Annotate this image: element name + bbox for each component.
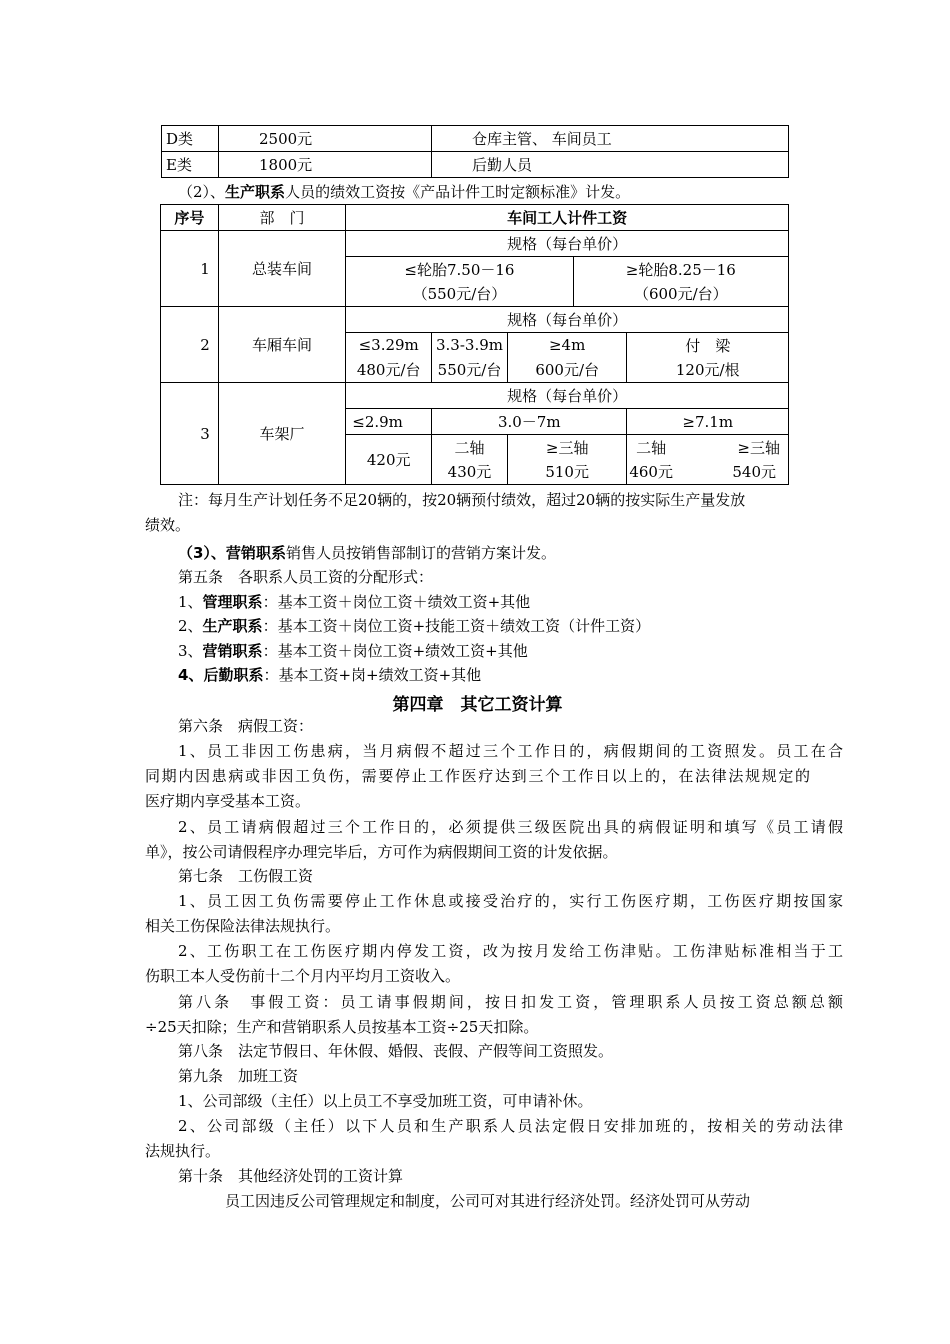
spec-cell: ≤2.9m: [346, 409, 432, 435]
price-cell: 540元: [675, 460, 789, 485]
price-cell: （550元/台）: [346, 282, 573, 307]
article-10: 第十条 其他经济处罚的工资计算: [178, 1167, 404, 1185]
spec-cell: ≥4m: [507, 333, 627, 358]
note-production: （2）、生产职系人员的绩效工资按《产品计件工时定额标准》计发。: [178, 183, 631, 201]
article-5: 第五条 各职系人员工资的分配形式：: [178, 568, 434, 586]
header-dept: 部 门: [218, 205, 345, 231]
salary-class-table: [161, 125, 789, 178]
header-wage: 车间工人计件工资: [346, 205, 789, 231]
row-no: 3: [161, 383, 219, 485]
paragraph-line: 2、员工请病假超过三个工作日的，必须提供三级医院出具的病假证明和填写《员工请假: [178, 818, 843, 836]
price-cell: 120元/根: [627, 358, 789, 383]
axle-cell: 二轴: [432, 435, 508, 460]
paragraph-line: 医疗期内享受基本工资。: [145, 792, 311, 810]
paragraph-line: 第八条 事假工资：员工请事假期间，按日扣发工资，管理职系人员按工资总额总额: [178, 993, 843, 1011]
axle-cell: ≥三轴: [675, 435, 789, 460]
list-item: 3、营销职系：基本工资＋岗位工资+绩效工资+其他: [178, 642, 528, 660]
amount-cell: 2500元: [219, 126, 432, 152]
spec-cell: 付 梁: [627, 333, 789, 358]
paragraph-line: 1、公司部级（主任）以上员工不享受加班工资，可申请补休。: [178, 1092, 593, 1110]
list-item: 1、管理职系：基本工资＋岗位工资＋绩效工资+其他: [178, 593, 531, 611]
note-line: 绩效。: [145, 516, 191, 534]
article-9: 第九条 加班工资: [178, 1067, 299, 1085]
header-no: 序号: [161, 205, 219, 231]
paragraph-line: 单》，按公司请假程序办理完毕后，方可作为病假期间工资的计发依据。: [145, 843, 618, 861]
article-7: 第七条 工伤假工资: [178, 867, 314, 885]
class-cell: D类: [162, 126, 219, 152]
article-6: 第六条 病假工资：: [178, 717, 314, 735]
axle-cell: 二轴: [627, 435, 675, 460]
chapter-title: 第四章 其它工资计算: [392, 695, 563, 715]
class-cell: E类: [162, 152, 219, 178]
paragraph-line: 1、员工因工负伤需要停止工作休息或接受治疗的，实行工伤医疗期，工伤医疗期按国家: [178, 892, 843, 910]
paragraph-marketing: （3）、营销职系销售人员按销售部制订的营销方案计发。: [178, 544, 556, 562]
row-dept: 总装车间: [218, 231, 345, 307]
list-item: 2、生产职系：基本工资＋岗位工资+技能工资＋绩效工资（计件工资）: [178, 617, 651, 635]
spec-cell: ≥轮胎8.25－16: [573, 257, 788, 282]
paragraph-line: 员工因违反公司管理规定和制度，公司可对其进行经济处罚。经济处罚可从劳动: [225, 1192, 751, 1210]
role-cell: 仓库主管、 车间员工: [432, 126, 789, 152]
spec-cell: ≤轮胎7.50－16: [346, 257, 573, 282]
price-cell: 600元/台: [507, 358, 627, 383]
spec-label: 规格（每台单价）: [346, 383, 789, 409]
amount-cell: 1800元: [219, 152, 432, 178]
list-item: 4、后勤职系：基本工资+岗+绩效工资+其他: [178, 666, 482, 684]
row-no: 2: [161, 307, 219, 383]
row-no: 1: [161, 231, 219, 307]
article-8b: 第八条 法定节假日、年休假、婚假、丧假、产假等间工资照发。: [178, 1042, 614, 1060]
paragraph-line: ÷25天扣除；生产和营销职系人员按基本工资÷25天扣除。: [145, 1018, 539, 1036]
paragraph-line: 相关工伤保险法律法规执行。: [145, 917, 341, 935]
price-cell: 430元: [432, 460, 508, 485]
paragraph-line: 法规执行。: [145, 1142, 221, 1160]
spec-cell: ≤3.29m: [346, 333, 432, 358]
row-dept: 车架厂: [218, 383, 345, 485]
spec-label: 规格（每台单价）: [346, 231, 789, 257]
paragraph-line: 1、员工非因工伤患病，当月病假不超过三个工作日的，病假期间的工资照发。员工在合: [178, 742, 843, 760]
spec-cell: ≥7.1m: [627, 409, 789, 435]
price-cell: （600元/台）: [573, 282, 788, 307]
axle-cell: ≥三轴: [507, 435, 627, 460]
spec-label: 规格（每台单价）: [346, 307, 789, 333]
paragraph-line: 同期内因患病或非因工负伤，需要停止工作医疗达到三个工作日以上的，在法律法规规定的: [145, 767, 810, 785]
paragraph-line: 2、公司部级（主任）以下人员和生产职系人员法定假日安排加班的，按相关的劳动法律: [178, 1117, 843, 1135]
paragraph-line: 伤职工本人受伤前十二个月内平均月工资收入。: [145, 967, 461, 985]
row-dept: 车厢车间: [218, 307, 345, 383]
spec-cell: 3.0－7m: [432, 409, 627, 435]
note-line: 注：每月生产计划任务不足20辆的，按20辆预付绩效，超过20辆的按实际生产量发放: [178, 491, 746, 509]
price-cell: 460元: [627, 460, 675, 485]
price-cell: 550元/台: [432, 358, 508, 383]
price-cell: 480元/台: [346, 358, 432, 383]
price-cell: 420元: [346, 435, 432, 485]
price-cell: 510元: [507, 460, 627, 485]
piece-wage-table: [160, 204, 789, 485]
spec-cell: 3.3-3.9m: [432, 333, 508, 358]
role-cell: 后勤人员: [432, 152, 789, 178]
paragraph-line: 2、工伤职工在工伤医疗期内停发工资，改为按月发给工伤津贴。工伤津贴标准相当于工: [178, 942, 843, 960]
